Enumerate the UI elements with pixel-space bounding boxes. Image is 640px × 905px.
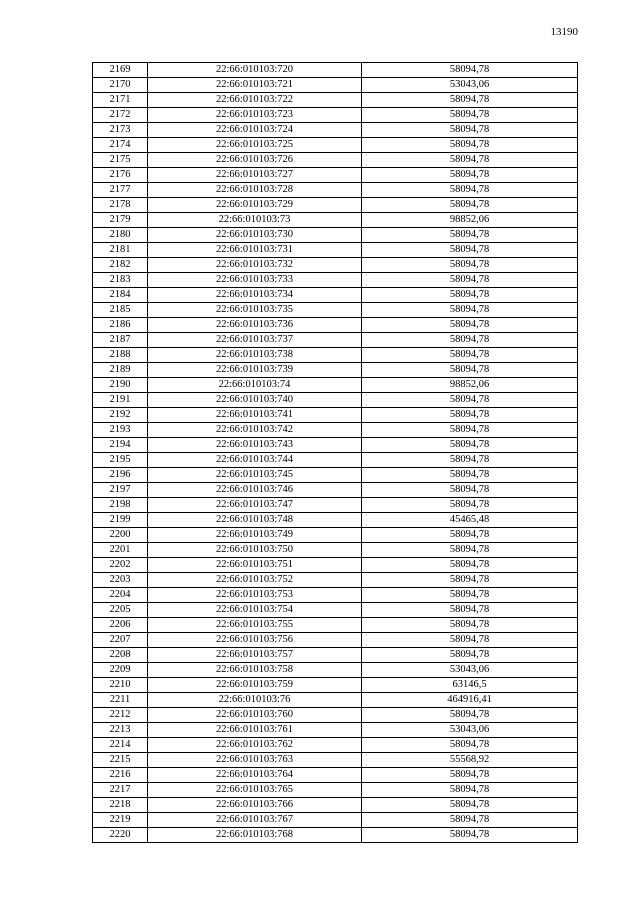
cadastral-number-cell: 22:66:010103:765	[148, 783, 362, 798]
value-cell: 58094,78	[362, 273, 578, 288]
row-number-cell: 2220	[93, 828, 148, 843]
table-row	[93, 78, 578, 93]
row-number-cell: 2209	[93, 663, 148, 678]
row-number-cell: 2213	[93, 723, 148, 738]
cadastral-number-cell: 22:66:010103:747	[148, 498, 362, 513]
value-cell: 58094,78	[362, 468, 578, 483]
cadastral-number-cell: 22:66:010103:727	[148, 168, 362, 183]
cadastral-number-cell: 22:66:010103:73	[148, 213, 362, 228]
cadastral-number-cell: 22:66:010103:731	[148, 243, 362, 258]
table-row	[93, 168, 578, 183]
row-number-cell: 2194	[93, 438, 148, 453]
row-number-cell: 2192	[93, 408, 148, 423]
row-number-cell: 2201	[93, 543, 148, 558]
cadastral-number-cell: 22:66:010103:733	[148, 273, 362, 288]
cadastral-number-cell: 22:66:010103:739	[148, 363, 362, 378]
row-number-cell: 2204	[93, 588, 148, 603]
value-cell: 58094,78	[362, 183, 578, 198]
value-cell: 53043,06	[362, 663, 578, 678]
cadastral-number-cell: 22:66:010103:758	[148, 663, 362, 678]
table-row	[93, 423, 578, 438]
row-number-cell: 2173	[93, 123, 148, 138]
row-number-cell: 2179	[93, 213, 148, 228]
cadastral-number-cell: 22:66:010103:754	[148, 603, 362, 618]
row-number-cell: 2171	[93, 93, 148, 108]
table-row	[93, 483, 578, 498]
row-number-cell: 2191	[93, 393, 148, 408]
table-row	[93, 543, 578, 558]
table-row	[93, 513, 578, 528]
row-number-cell: 2180	[93, 228, 148, 243]
cadastral-number-cell: 22:66:010103:738	[148, 348, 362, 363]
table-row	[93, 408, 578, 423]
row-number-cell: 2170	[93, 78, 148, 93]
cadastral-number-cell: 22:66:010103:74	[148, 378, 362, 393]
value-cell: 58094,78	[362, 153, 578, 168]
cadastral-number-cell: 22:66:010103:753	[148, 588, 362, 603]
table-row	[93, 183, 578, 198]
table-row	[93, 213, 578, 228]
value-cell: 58094,78	[362, 138, 578, 153]
value-cell: 58094,78	[362, 708, 578, 723]
value-cell: 98852,06	[362, 378, 578, 393]
cadastral-number-cell: 22:66:010103:741	[148, 408, 362, 423]
row-number-cell: 2189	[93, 363, 148, 378]
cadastral-number-cell: 22:66:010103:734	[148, 288, 362, 303]
value-cell: 63146,5	[362, 678, 578, 693]
row-number-cell: 2178	[93, 198, 148, 213]
table-row	[93, 273, 578, 288]
cadastral-number-cell: 22:66:010103:755	[148, 618, 362, 633]
table-row	[93, 618, 578, 633]
cadastral-number-cell: 22:66:010103:760	[148, 708, 362, 723]
table-row	[93, 228, 578, 243]
table-row	[93, 198, 578, 213]
value-cell: 53043,06	[362, 723, 578, 738]
value-cell: 58094,78	[362, 423, 578, 438]
row-number-cell: 2198	[93, 498, 148, 513]
table-row	[93, 663, 578, 678]
table-row	[93, 303, 578, 318]
value-cell: 58094,78	[362, 543, 578, 558]
cadastral-number-cell: 22:66:010103:757	[148, 648, 362, 663]
row-number-cell: 2212	[93, 708, 148, 723]
table-row	[93, 693, 578, 708]
table-row	[93, 108, 578, 123]
table-row	[93, 288, 578, 303]
table-row	[93, 828, 578, 843]
value-cell: 58094,78	[362, 243, 578, 258]
value-cell: 58094,78	[362, 333, 578, 348]
row-number-cell: 2202	[93, 558, 148, 573]
row-number-cell: 2195	[93, 453, 148, 468]
row-number-cell: 2181	[93, 243, 148, 258]
row-number-cell: 2190	[93, 378, 148, 393]
value-cell: 58094,78	[362, 813, 578, 828]
cadastral-number-cell: 22:66:010103:759	[148, 678, 362, 693]
table-row	[93, 603, 578, 618]
value-cell: 58094,78	[362, 123, 578, 138]
cadastral-number-cell: 22:66:010103:728	[148, 183, 362, 198]
value-cell: 58094,78	[362, 588, 578, 603]
table-row	[93, 123, 578, 138]
row-number-cell: 2175	[93, 153, 148, 168]
row-number-cell: 2219	[93, 813, 148, 828]
cadastral-number-cell: 22:66:010103:744	[148, 453, 362, 468]
cadastral-number-cell: 22:66:010103:749	[148, 528, 362, 543]
table-row	[93, 573, 578, 588]
cadastral-number-cell: 22:66:010103:764	[148, 768, 362, 783]
cadastral-number-cell: 22:66:010103:751	[148, 558, 362, 573]
value-cell: 58094,78	[362, 633, 578, 648]
cadastral-number-cell: 22:66:010103:726	[148, 153, 362, 168]
value-cell: 58094,78	[362, 408, 578, 423]
row-number-cell: 2187	[93, 333, 148, 348]
cadastral-number-cell: 22:66:010103:740	[148, 393, 362, 408]
cadastral-number-cell: 22:66:010103:745	[148, 468, 362, 483]
value-cell: 58094,78	[362, 108, 578, 123]
cadastral-number-cell: 22:66:010103:724	[148, 123, 362, 138]
table-row	[93, 243, 578, 258]
row-number-cell: 2184	[93, 288, 148, 303]
page-number: 13190	[550, 26, 578, 38]
value-cell: 58094,78	[362, 768, 578, 783]
cadastral-number-cell: 22:66:010103:742	[148, 423, 362, 438]
value-cell: 464916,41	[362, 693, 578, 708]
cadastral-number-cell: 22:66:010103:762	[148, 738, 362, 753]
row-number-cell: 2200	[93, 528, 148, 543]
row-number-cell: 2203	[93, 573, 148, 588]
table-row	[93, 333, 578, 348]
row-number-cell: 2182	[93, 258, 148, 273]
value-cell: 58094,78	[362, 453, 578, 468]
cadastral-number-cell: 22:66:010103:729	[148, 198, 362, 213]
row-number-cell: 2214	[93, 738, 148, 753]
table-row	[93, 498, 578, 513]
row-number-cell: 2207	[93, 633, 148, 648]
row-number-cell: 2176	[93, 168, 148, 183]
cadastral-number-cell: 22:66:010103:730	[148, 228, 362, 243]
row-number-cell: 2188	[93, 348, 148, 363]
cadastral-number-cell: 22:66:010103:767	[148, 813, 362, 828]
value-cell: 58094,78	[362, 558, 578, 573]
value-cell: 58094,78	[362, 363, 578, 378]
cadastral-number-cell: 22:66:010103:720	[148, 63, 362, 78]
row-number-cell: 2196	[93, 468, 148, 483]
value-cell: 58094,78	[362, 393, 578, 408]
cadastral-number-cell: 22:66:010103:76	[148, 693, 362, 708]
value-cell: 45465,48	[362, 513, 578, 528]
value-cell: 58094,78	[362, 528, 578, 543]
registry-table	[92, 62, 578, 843]
value-cell: 53043,06	[362, 78, 578, 93]
value-cell: 58094,78	[362, 573, 578, 588]
table-row	[93, 558, 578, 573]
table-row	[93, 708, 578, 723]
cadastral-number-cell: 22:66:010103:748	[148, 513, 362, 528]
table-row	[93, 138, 578, 153]
cadastral-number-cell: 22:66:010103:766	[148, 798, 362, 813]
value-cell: 58094,78	[362, 348, 578, 363]
table-row	[93, 153, 578, 168]
cadastral-number-cell: 22:66:010103:761	[148, 723, 362, 738]
cadastral-number-cell: 22:66:010103:737	[148, 333, 362, 348]
table-row	[93, 723, 578, 738]
row-number-cell: 2216	[93, 768, 148, 783]
table-row	[93, 468, 578, 483]
row-number-cell: 2210	[93, 678, 148, 693]
table-row	[93, 528, 578, 543]
row-number-cell: 2185	[93, 303, 148, 318]
row-number-cell: 2215	[93, 753, 148, 768]
row-number-cell: 2169	[93, 63, 148, 78]
row-number-cell: 2206	[93, 618, 148, 633]
table-row	[93, 813, 578, 828]
table-row	[93, 798, 578, 813]
table-row	[93, 378, 578, 393]
value-cell: 58094,78	[362, 198, 578, 213]
cadastral-number-cell: 22:66:010103:736	[148, 318, 362, 333]
cadastral-number-cell: 22:66:010103:750	[148, 543, 362, 558]
value-cell: 58094,78	[362, 318, 578, 333]
value-cell: 58094,78	[362, 498, 578, 513]
table-row	[93, 768, 578, 783]
row-number-cell: 2186	[93, 318, 148, 333]
value-cell: 58094,78	[362, 603, 578, 618]
table-row	[93, 63, 578, 78]
cadastral-number-cell: 22:66:010103:752	[148, 573, 362, 588]
value-cell: 55568,92	[362, 753, 578, 768]
value-cell: 98852,06	[362, 213, 578, 228]
row-number-cell: 2217	[93, 783, 148, 798]
cadastral-number-cell: 22:66:010103:725	[148, 138, 362, 153]
cadastral-number-cell: 22:66:010103:735	[148, 303, 362, 318]
value-cell: 58094,78	[362, 483, 578, 498]
row-number-cell: 2177	[93, 183, 148, 198]
value-cell: 58094,78	[362, 618, 578, 633]
row-number-cell: 2193	[93, 423, 148, 438]
row-number-cell: 2183	[93, 273, 148, 288]
table-row	[93, 783, 578, 798]
table-row	[93, 678, 578, 693]
value-cell: 58094,78	[362, 93, 578, 108]
table-row	[93, 753, 578, 768]
value-cell: 58094,78	[362, 303, 578, 318]
cadastral-number-cell: 22:66:010103:756	[148, 633, 362, 648]
table-row	[93, 318, 578, 333]
value-cell: 58094,78	[362, 798, 578, 813]
table-row	[93, 258, 578, 273]
table-row	[93, 453, 578, 468]
cadastral-number-cell: 22:66:010103:723	[148, 108, 362, 123]
row-number-cell: 2199	[93, 513, 148, 528]
table-row	[93, 588, 578, 603]
cadastral-number-cell: 22:66:010103:768	[148, 828, 362, 843]
value-cell: 58094,78	[362, 783, 578, 798]
table-row	[93, 363, 578, 378]
row-number-cell: 2218	[93, 798, 148, 813]
table-row	[93, 738, 578, 753]
cadastral-number-cell: 22:66:010103:746	[148, 483, 362, 498]
value-cell: 58094,78	[362, 648, 578, 663]
registry-table-body	[93, 63, 578, 843]
cadastral-number-cell: 22:66:010103:763	[148, 753, 362, 768]
row-number-cell: 2197	[93, 483, 148, 498]
table-row	[93, 348, 578, 363]
row-number-cell: 2205	[93, 603, 148, 618]
cadastral-number-cell: 22:66:010103:743	[148, 438, 362, 453]
table-row	[93, 633, 578, 648]
value-cell: 58094,78	[362, 63, 578, 78]
row-number-cell: 2174	[93, 138, 148, 153]
value-cell: 58094,78	[362, 258, 578, 273]
value-cell: 58094,78	[362, 228, 578, 243]
value-cell: 58094,78	[362, 738, 578, 753]
row-number-cell: 2208	[93, 648, 148, 663]
row-number-cell: 2172	[93, 108, 148, 123]
value-cell: 58094,78	[362, 438, 578, 453]
table-row	[93, 438, 578, 453]
cadastral-number-cell: 22:66:010103:721	[148, 78, 362, 93]
value-cell: 58094,78	[362, 288, 578, 303]
table-row	[93, 393, 578, 408]
row-number-cell: 2211	[93, 693, 148, 708]
cadastral-number-cell: 22:66:010103:732	[148, 258, 362, 273]
table-row	[93, 648, 578, 663]
value-cell: 58094,78	[362, 828, 578, 843]
value-cell: 58094,78	[362, 168, 578, 183]
cadastral-number-cell: 22:66:010103:722	[148, 93, 362, 108]
table-row	[93, 93, 578, 108]
